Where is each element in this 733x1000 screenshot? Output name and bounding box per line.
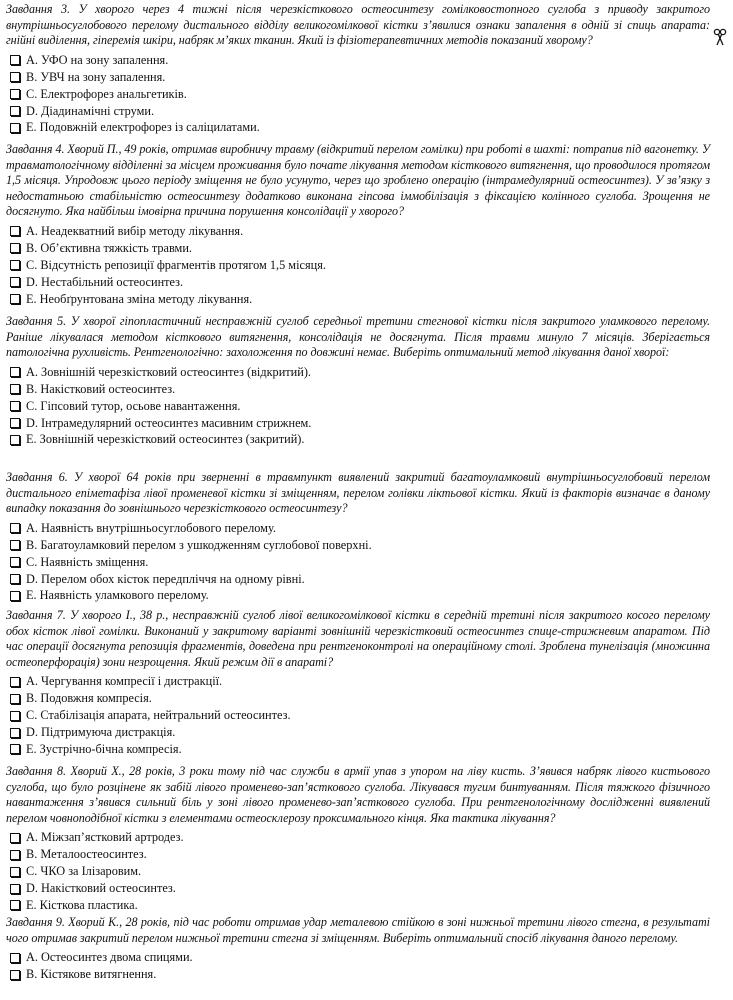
checkbox-icon[interactable] — [10, 401, 20, 411]
answer-option[interactable] — [6, 846, 710, 863]
answer-option-label: A. Чергування компресії і дистракції. — [26, 674, 223, 689]
answer-options — [6, 52, 710, 137]
answer-option[interactable] — [6, 431, 710, 448]
answer-option-label: D. Накістковий остеосинтез. — [26, 881, 176, 896]
checkbox-icon[interactable] — [10, 953, 20, 963]
answer-option[interactable] — [6, 673, 710, 690]
task-question: Завдання 8. Хворий Х., 28 років, 3 роки тому під час служби в армії упав з упором на ліву кисть. З’явився набряк лівого кистьового суглоба, що було розцінене як забій лівого променево-зап’ясткового суглоба. Лікувався тугим бинтуванням. Після тяжкого фізичного навантаження з’явився сильний біль у зоні лівого променево-зап’ясткового суглоба. При рентгенологічному дослідженні виявлений перелом човноподібної кістки з елементами остеосклерозу проксимального кінця. Яка тактика лікування? — [6, 764, 710, 825]
answer-option[interactable] — [6, 520, 710, 537]
checkbox-icon[interactable] — [10, 970, 20, 980]
answer-option[interactable] — [6, 707, 710, 724]
task-question: Завдання 6. У хворої 64 років при зверненні в травмпункт виявлений закритий багатоуламковий внутрішньосуглобовий перелом дистального епіметафіза лівої променевої кістки зі зміщенням, перелом голівки ліктьової кістки. Який із факторів визначає в даному випадку показання до зовнішнього черезкісткового остеосинтезу? — [6, 470, 710, 516]
checkbox-icon[interactable] — [10, 243, 20, 253]
checkbox-icon[interactable] — [10, 540, 20, 550]
answer-option[interactable] — [6, 966, 710, 983]
answer-option[interactable] — [6, 52, 710, 69]
checkbox-icon[interactable] — [10, 226, 20, 236]
answer-option[interactable] — [6, 415, 710, 432]
answer-option[interactable] — [6, 381, 710, 398]
scissors-icon — [713, 28, 727, 46]
checkbox-icon[interactable] — [10, 123, 20, 133]
answer-option[interactable] — [6, 829, 710, 846]
answer-option-label: B. УВЧ на зону запалення. — [26, 69, 166, 84]
task-block — [6, 915, 710, 983]
answer-option[interactable] — [6, 880, 710, 897]
answer-option[interactable] — [6, 240, 710, 257]
answer-option-label: A. УФО на зону запалення. — [26, 52, 169, 67]
answer-option-label: A. Міжзап’ястковий артродез. — [26, 830, 184, 845]
task-question: Завдання 4. Хворий П., 49 років, отримав виробничу травму (відкритий перелом гомілки) при роботі в шахті: потрапив під вагонетку. У травматологічному відділенні за місцем проживання було почате лікування методом кісткового витягнення, що проводилося протягом 1,5 місяця. Упродовж цього періоду зміщення не було усунуто, через що зроблено операцію (інтрамедулярний остеосинтез). У зв’язку з недостатньою стабільністю остеосинтезу додатково виконана гіпсова іммобілізація з фіксацією колінного суглоба. Зрощення не досягнуто. Яка найбільш імовірна причина порушення консолідації у хворого? — [6, 142, 710, 219]
checkbox-icon[interactable] — [10, 728, 20, 738]
answer-option[interactable] — [6, 897, 710, 914]
answer-option[interactable] — [6, 223, 710, 240]
answer-option-label: B. Багатоуламковий перелом з ушкодженням суглобової поверхні. — [26, 537, 372, 552]
answer-option[interactable] — [6, 690, 710, 707]
answer-option-label: E. Подовжній електрофорез із саліцилатами. — [26, 120, 260, 135]
checkbox-icon[interactable] — [10, 574, 20, 584]
answer-option-label: D. Перелом обох кісток передпліччя на одному рівні. — [26, 571, 305, 586]
answer-option-label: D. Інтрамедулярний остеосинтез масивним стрижнем. — [26, 415, 312, 430]
answer-option[interactable] — [6, 274, 710, 291]
checkbox-icon[interactable] — [10, 677, 20, 687]
answer-option-label: D. Діадинамічні струми. — [26, 103, 155, 118]
answer-option[interactable] — [6, 103, 710, 120]
answer-option-label: E. Необґрунтована зміна методу лікування. — [26, 291, 253, 306]
answer-option-label: B. Накістковий остеосинтез. — [26, 381, 176, 396]
checkbox-icon[interactable] — [10, 850, 20, 860]
task-question: Завдання 9. Хворий К., 28 років, під час роботи отримав удар металевою стійкою в зоні нижньої третини лівого стегна, в результаті чого отримав закритий перелом нижньої третини стегна зі зміщенням. Виберіть оптимальний спосіб лікування даного перелому. — [6, 915, 710, 945]
answer-option-label: C. Гіпсовий тутор, осьове навантаження. — [26, 398, 241, 413]
answer-option-label: A. Наявність внутрішньосуглобового перелому. — [26, 520, 276, 535]
checkbox-icon[interactable] — [10, 277, 20, 287]
answer-option[interactable] — [6, 119, 710, 136]
checkbox-icon[interactable] — [10, 711, 20, 721]
task-block — [6, 314, 710, 448]
answer-option-label: E. Зовнішній черезкістковий остеосинтез (закритий). — [26, 432, 305, 447]
checkbox-icon[interactable] — [10, 89, 20, 99]
task-block — [6, 764, 710, 914]
checkbox-icon[interactable] — [10, 260, 20, 270]
checkbox-icon[interactable] — [10, 367, 20, 377]
checkbox-icon[interactable] — [10, 72, 20, 82]
checkbox-icon[interactable] — [10, 884, 20, 894]
answer-options — [6, 673, 710, 758]
task-question: Завдання 3. У хворого через 4 тижні після черезкісткового остеосинтезу гомілковостопного суглоба з приводу закритого внутрішньосуглобового перелому дистального відділу великогомілкової кістки з’явилися ознаки запалення в одній зі спиць апарата: гнійні виділення, гіперемія шкіри, набряк м’яких тканин. Який із фізіотерапевтичних методів показаний хворому? — [6, 2, 710, 48]
answer-option-label: C. Наявність зміщення. — [26, 554, 149, 569]
checkbox-icon[interactable] — [10, 55, 20, 65]
answer-option-label: A. Остеосинтез двома спицями. — [26, 950, 193, 965]
answer-option-label: A. Зовнішній черезкістковий остеосинтез (відкритий). — [26, 364, 311, 379]
checkbox-icon[interactable] — [10, 833, 20, 843]
task-question: Завдання 7. У хворого І., 38 р., несправжній суглоб лівої великогомілкової кістки в середній третині після закритого косого перелому обох кісток лівої гомілки. Виконаний у закритому варіанті зовнішній черезкістковий остеосинтез спице-стрижневим апаратом. Під час операції досягнута репозиція фрагментів, доведена при рентгеноконтролі на операційному столі. Зроблена тунелізація (множинна остеоперфорація) зони незрощення. Який режим дії в апараті? — [6, 608, 710, 669]
answer-options — [6, 949, 710, 983]
answer-option-label: B. Кістякове витягнення. — [26, 967, 157, 982]
checkbox-icon[interactable] — [10, 435, 20, 445]
answer-option-label: D. Нестабільний остеосинтез. — [26, 274, 184, 289]
checkbox-icon[interactable] — [10, 557, 20, 567]
answer-option[interactable] — [6, 587, 710, 604]
answer-option-label: C. Електрофорез анальгетиків. — [26, 86, 187, 101]
answer-options — [6, 223, 710, 308]
task-block — [6, 470, 710, 604]
task-block — [6, 2, 710, 136]
checkbox-icon[interactable] — [10, 523, 20, 533]
answer-option[interactable] — [6, 724, 710, 741]
answer-option[interactable] — [6, 949, 710, 966]
answer-option[interactable] — [6, 291, 710, 308]
answer-option[interactable] — [6, 554, 710, 571]
answer-option-label: B. Об’єктивна тяжкість травми. — [26, 240, 192, 255]
answer-option-label: D. Підтримуюча дистракція. — [26, 725, 176, 740]
answer-option[interactable] — [6, 69, 710, 86]
checkbox-icon[interactable] — [10, 867, 20, 877]
answer-options — [6, 364, 710, 449]
answer-option-label: E. Кісткова пластика. — [26, 898, 138, 912]
answer-option-label: E. Зустрічно-бічна компресія. — [26, 742, 182, 756]
checkbox-icon[interactable] — [10, 744, 20, 754]
checkbox-icon[interactable] — [10, 106, 20, 116]
answer-option[interactable] — [6, 257, 710, 274]
checkbox-icon[interactable] — [10, 294, 20, 304]
answer-option[interactable] — [6, 86, 710, 103]
answer-option[interactable] — [6, 571, 710, 588]
answer-option-label: B. Подовжня компресія. — [26, 691, 152, 706]
task-question: Завдання 5. У хворої гіпопластичний несправжній суглоб середньої третини стегнової кістки після закритого уламкового перелому. Раніше лікувалася методом кісткового витягнення, консолідація не досягнута. Після травми минуло 7 місяців. Зберігається патологічна рухливість. Рентгенологічно: захоложення по довжині немає. Виберіть оптимальний метод лікування даної хворої: — [6, 314, 710, 360]
checkbox-icon[interactable] — [10, 900, 20, 910]
answer-options — [6, 829, 710, 914]
answer-options — [6, 520, 710, 605]
answer-option-label: C. Відсутність репозиції фрагментів протягом 1,5 місяця. — [26, 257, 326, 272]
answer-option-label: C. Стабілізація апарата, нейтральний остеосинтез. — [26, 708, 291, 723]
answer-option[interactable] — [6, 863, 710, 880]
answer-option[interactable] — [6, 364, 710, 381]
checkbox-icon[interactable] — [10, 591, 20, 601]
answer-option[interactable] — [6, 537, 710, 554]
checkbox-icon[interactable] — [10, 694, 20, 704]
answer-option-label: E. Наявність уламкового перелому. — [26, 588, 209, 603]
answer-option-label: A. Неадекватний вибір методу лікування. — [26, 223, 244, 238]
checkbox-icon[interactable] — [10, 418, 20, 428]
task-block — [6, 142, 710, 308]
answer-option-label: C. ЧКО за Ілізаровим. — [26, 864, 142, 879]
task-block — [6, 608, 710, 758]
answer-option[interactable] — [6, 741, 710, 758]
checkbox-icon[interactable] — [10, 384, 20, 394]
answer-option[interactable] — [6, 398, 710, 415]
answer-option-label: B. Металоостеосинтез. — [26, 847, 147, 862]
